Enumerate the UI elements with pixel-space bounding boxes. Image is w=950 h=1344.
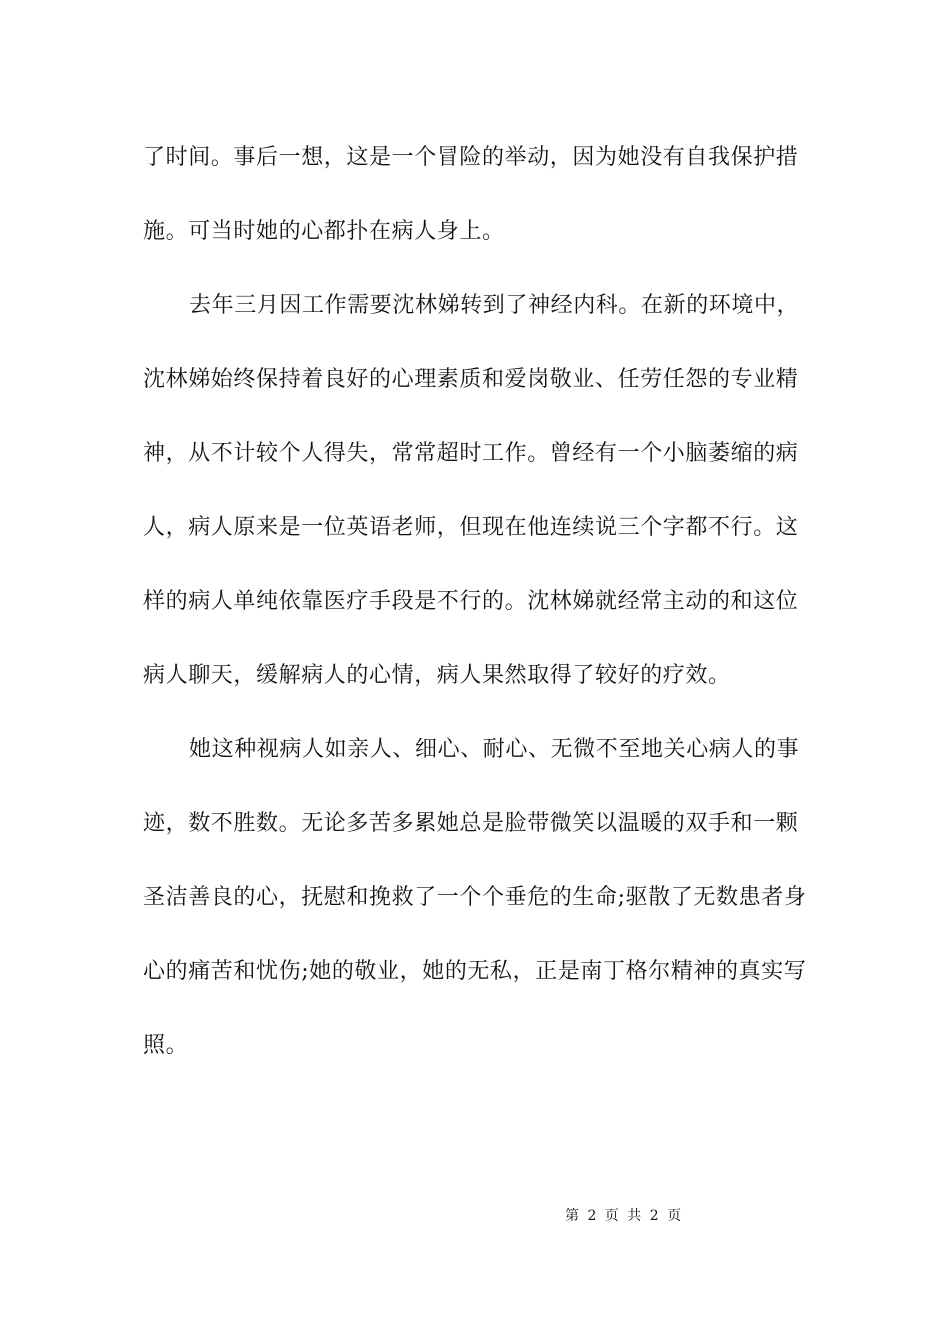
document-body bbox=[143, 133, 808, 1095]
text-line: 人，病人原来是一位英语老师，但现在他连续说三个字都不行。这 bbox=[143, 515, 799, 540]
text-line: 迹，数不胜数。无论多苦多累她总是脸带微笑以温暖的双手和一颗 bbox=[143, 811, 799, 836]
text-line: 心的痛苦和忧伤;她的敬业，她的无私，正是南丁格尔精神的真实写 bbox=[143, 959, 807, 984]
text-line: 照。 bbox=[143, 1033, 189, 1058]
text-line: 施。可当时她的心都扑在病人身上。 bbox=[143, 219, 505, 244]
text-line: 样的病人单纯依靠医疗手段是不行的。沈林娣就经常主动的和这位 bbox=[143, 589, 799, 614]
paragraph-2 bbox=[143, 281, 808, 725]
text-line: 神，从不计较个人得失，常常超时工作。曾经有一个小脑萎缩的病 bbox=[143, 441, 799, 466]
text-line: 去年三月因工作需要沈林娣转到了神经内科。在新的环境中， bbox=[189, 293, 800, 318]
text-line: 她这种视病人如亲人、细心、耐心、无微不至地关心病人的事 bbox=[189, 737, 800, 762]
text-line: 病人聊天，缓解病人的心情，病人果然取得了较好的疗效。 bbox=[143, 663, 731, 688]
text-line: 了时间。事后一想，这是一个冒险的举动，因为她没有自我保护措 bbox=[143, 145, 799, 170]
text-line: 沈林娣始终保持着良好的心理素质和爱岗敬业、任劳任怨的专业精 bbox=[143, 367, 799, 392]
page-number-footer: 第 2 页 共 2 页 bbox=[565, 1208, 684, 1224]
text-line: 圣洁善良的心，抚慰和挽救了一个个垂危的生命;驱散了无数患者身 bbox=[143, 885, 807, 910]
paragraph-1 bbox=[143, 133, 808, 281]
paragraph-3 bbox=[143, 725, 808, 1095]
